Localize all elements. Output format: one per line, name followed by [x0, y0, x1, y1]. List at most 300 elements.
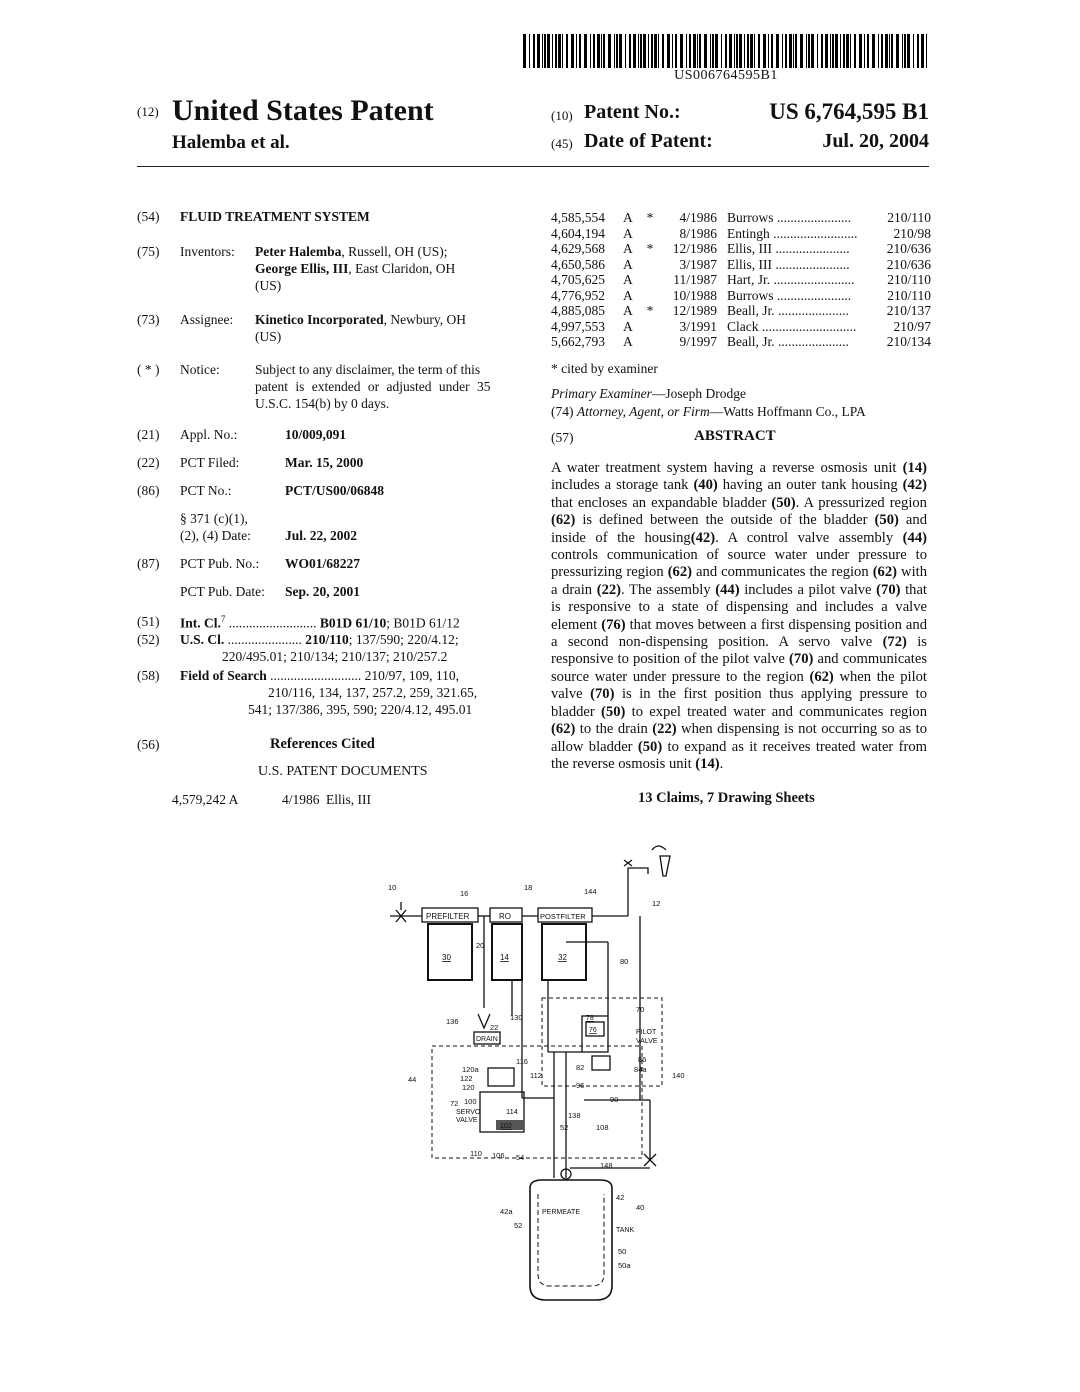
abstract-ref: (40)	[693, 477, 718, 494]
assignee-label: Assignee:	[180, 312, 234, 327]
label-80: 80	[620, 957, 629, 966]
label-136: 136	[446, 1017, 459, 1026]
notice-code: ( * )	[137, 362, 160, 377]
label-96: 96	[576, 1081, 585, 1090]
barcode-bar	[771, 34, 773, 68]
authors: Halemba et al.	[172, 132, 290, 153]
s371-line-1: § 371 (c)(1),	[180, 511, 248, 526]
ref-name: Beall, Jr. .....................	[727, 303, 849, 318]
barcode-bar	[917, 34, 919, 68]
abstract-ref: (50)	[601, 703, 626, 720]
appl-label: Appl. No.:	[180, 427, 238, 442]
barcode-bar	[821, 34, 823, 68]
barcode-bar	[854, 34, 856, 68]
barcode-bar	[859, 34, 862, 68]
us-patent-docs-heading: U.S. PATENT DOCUMENTS	[258, 764, 428, 779]
barcode-bar	[806, 34, 807, 68]
ref-star: *	[646, 303, 654, 318]
label-108: 108	[596, 1123, 609, 1132]
ref-class: 210/134	[886, 334, 931, 349]
ref-date: 4/1986	[679, 210, 717, 225]
barcode-bar	[697, 34, 698, 68]
s371-line-2: (2), (4) Date:	[180, 528, 251, 543]
abstract-segment: with a drain	[551, 564, 927, 598]
barcode-bar	[562, 34, 563, 68]
abstract-segment: that moves between a first dispensing position and a second non-dispensing position. A servo valve	[551, 616, 927, 651]
abstract-ref: (62)	[551, 512, 576, 529]
patent-no-label: Patent No.:	[584, 101, 681, 123]
barcode-bar	[710, 34, 711, 68]
abstract-ref: (72)	[882, 634, 907, 651]
ref-number: 4,585,554	[551, 210, 605, 225]
label-112: 112	[530, 1071, 542, 1080]
ref-date: 3/1987	[679, 256, 717, 272]
us-cl-line-2: 220/495.01; 210/134; 210/137; 210/257.2	[222, 649, 448, 664]
ref-name: Burrows ......................	[727, 210, 852, 225]
ref-number: 4,997,553	[551, 318, 605, 334]
label-106: 106	[492, 1151, 505, 1160]
claims-summary: 13 Claims, 7 Drawing Sheets	[638, 790, 815, 806]
barcode-bar	[729, 34, 732, 68]
ref-date: 12/1989	[672, 303, 717, 318]
barcode-bar	[739, 34, 742, 68]
us-cl: U.S. Cl. ...................... 210/110; 137/590; 220/4.12;	[180, 632, 459, 647]
field-56-code: (56)	[137, 737, 160, 752]
inventor-1: Peter Halemba, Russell, OH (US);	[255, 244, 448, 259]
barcode-bar	[608, 34, 611, 68]
abstract-ref: (44)	[715, 581, 740, 598]
ref-class: 210/110	[887, 287, 931, 303]
label-120: 120	[462, 1083, 475, 1092]
barcode-bar	[885, 34, 888, 68]
barcode-bar	[603, 34, 605, 68]
barcode-bar	[793, 34, 794, 68]
barcode-bar	[789, 34, 792, 68]
barcode-bar	[544, 34, 546, 68]
cup-arc	[652, 846, 666, 850]
ref-name: Burrows ......................	[727, 287, 852, 303]
code-45: (45)	[551, 136, 573, 151]
ref-class: 210/97	[893, 318, 931, 334]
barcode-bar	[658, 34, 659, 68]
label-116: 116	[516, 1057, 528, 1066]
barcode-bar	[891, 34, 893, 68]
field-73-code: (73)	[137, 312, 160, 327]
abstract-segment: when the pilot valve	[551, 668, 927, 703]
reference-row	[551, 319, 931, 335]
ref-star	[643, 319, 657, 335]
label-16: 16	[460, 889, 469, 898]
ref-star	[643, 288, 657, 304]
assignee: Kinetico Incorporated, Newbury, OH	[255, 312, 466, 327]
pub-date: Sep. 20, 2001	[285, 584, 361, 599]
abstract-segment: that is responsive to a state of dispensing and includes a valve element	[551, 581, 927, 633]
barcode-bar	[878, 34, 879, 68]
field-86-code: (86)	[137, 483, 160, 498]
date-label: Date of Patent:	[584, 130, 713, 152]
notice-line-2: patent is extended or adjusted under 35	[255, 379, 491, 394]
barcode-bar	[811, 34, 814, 68]
barcode-bar	[754, 34, 755, 68]
ref-class: 210/110	[887, 272, 931, 287]
ref-kind: A	[623, 256, 633, 272]
barcode-bar	[843, 34, 845, 68]
ref-kind: A	[623, 287, 633, 303]
label-144: 144	[584, 887, 597, 896]
ref-kind: A	[623, 334, 633, 349]
abstract-ref: (14)	[695, 755, 720, 772]
abstract-segment: that encloses an expandable bladder	[551, 494, 772, 511]
label-32: 32	[558, 953, 567, 962]
abstract-segment: and communicates source water under pressure to the region	[551, 651, 927, 685]
barcode-bar	[571, 34, 574, 68]
inventors-label: Inventors:	[180, 244, 235, 259]
abstract-ref: (62)	[809, 668, 834, 685]
barcode-bar	[808, 34, 810, 68]
ref-date: 11/1987	[673, 272, 717, 287]
abstract-ref: (42)	[902, 477, 927, 494]
field-of-search-line-2: 210/116, 134, 137, 257.2, 259, 321.65,	[268, 685, 478, 700]
abstract-ref: (70)	[789, 651, 814, 668]
barcode-bar	[926, 34, 927, 68]
abstract-ref: (62)	[667, 564, 693, 581]
ref-class: 210/636	[886, 241, 931, 256]
ref-number: 4,705,625	[551, 272, 605, 287]
abstract-segment: includes a pilot valve	[739, 581, 877, 598]
pilot-piston	[592, 1056, 610, 1070]
barcode-bar	[750, 34, 753, 68]
barcode-bar	[817, 34, 818, 68]
barcode-bar	[736, 34, 738, 68]
barcode-bar	[576, 34, 577, 68]
field-75-code: (75)	[137, 244, 160, 259]
barcode-bar	[638, 34, 639, 68]
header-divider	[137, 166, 929, 167]
ref-date: 8/1986	[679, 225, 717, 241]
barcode-bar	[675, 34, 677, 68]
barcode-bar	[593, 34, 595, 68]
reference-row	[551, 288, 931, 304]
label-90: 90	[610, 1095, 619, 1104]
prefilter-label: PREFILTER	[426, 912, 470, 921]
barcode-bar	[921, 34, 924, 68]
reference-row	[551, 210, 931, 226]
barcode-bar	[619, 34, 622, 68]
reference-row	[551, 226, 931, 242]
barcode-bar	[533, 34, 535, 68]
abstract-ref: (62)	[551, 721, 576, 738]
barcode-bar	[846, 34, 849, 68]
ref-name: Ellis, III ......................	[727, 241, 850, 256]
barcode-bar	[633, 34, 636, 68]
barcode-bar	[902, 34, 903, 68]
ref-star	[643, 257, 657, 273]
label-100: 100	[464, 1097, 477, 1106]
label-82: 82	[576, 1063, 585, 1072]
ref-date: 10/1988	[672, 287, 717, 303]
faucet-valve	[624, 860, 632, 866]
ref-number: 4,776,952	[551, 287, 605, 303]
abstract-segment: to expand as it receives treated water from the reverse osmosis unit	[551, 738, 927, 772]
label-120a: 120a	[462, 1065, 479, 1074]
barcode-bar	[763, 34, 766, 68]
barcode-bar	[625, 34, 626, 68]
reference-row	[551, 334, 931, 350]
field-87-code: (87)	[137, 556, 160, 571]
barcode-bar	[672, 34, 673, 68]
ref-number: 4,650,586	[551, 256, 605, 272]
label-86: 86	[638, 1055, 647, 1064]
barcode-bar	[889, 34, 890, 68]
ref-name: Hart, Jr. ........................	[727, 272, 855, 287]
ref-kind: A	[623, 303, 633, 318]
label-22: 22	[490, 1023, 499, 1032]
field-22-code: (22)	[137, 455, 160, 470]
barcode-bar	[825, 34, 828, 68]
ref-number: 4,604,194	[551, 225, 605, 241]
ref-kind: A	[623, 210, 633, 225]
bladder	[538, 1194, 604, 1286]
notice-label: Notice:	[180, 362, 220, 377]
label-114: 114	[506, 1107, 518, 1116]
ref-date: 3/1991	[679, 318, 717, 334]
label-76: 76	[589, 1027, 597, 1034]
permeate-label: PERMEATE	[542, 1209, 580, 1216]
ref-name: Entingh .........................	[727, 225, 858, 241]
abstract-ref: (70)	[876, 581, 901, 598]
barcode-bar	[758, 34, 760, 68]
barcode-bar	[689, 34, 691, 68]
abstract-segment: is responsive to position of the pilot valve	[551, 634, 927, 668]
references-heading: References Cited	[270, 736, 375, 752]
appl-number: 10/009,091	[285, 427, 347, 442]
barcode-bar	[768, 34, 769, 68]
abstract-ref: (70)	[590, 686, 615, 703]
attorney: (74) Attorney, Agent, or Firm—Watts Hoffmann Co., LPA	[551, 404, 866, 419]
ref-class: 210/137	[886, 303, 931, 318]
abstract-segment: and communicates the region	[692, 564, 873, 581]
barcode-bar	[590, 34, 591, 68]
system-diagram	[370, 838, 710, 1318]
barcode-bar	[913, 34, 914, 68]
abstract-segment: A water treatment system having a reverse osmosis unit	[551, 460, 903, 476]
label-70: 70	[636, 1005, 645, 1014]
barcode-bar	[840, 34, 841, 68]
barcode-bar	[744, 34, 745, 68]
reference-row	[551, 257, 931, 273]
label-50a: 50a	[618, 1261, 631, 1270]
ref-name: Ellis, III ......................	[727, 256, 850, 272]
abstract-ref: (22)	[652, 721, 677, 738]
ref-class: 210/636	[886, 256, 931, 272]
label-102: 102	[500, 1123, 512, 1130]
patent-date: Jul. 20, 2004	[822, 130, 929, 152]
field-51-code: (51)	[137, 614, 160, 629]
field-of-search: Field of Search ........................... 210/97, 109, 110,	[180, 668, 459, 683]
barcode-bar	[830, 34, 831, 68]
ref-date: 12/1986	[672, 241, 717, 256]
barcode-bar	[715, 34, 718, 68]
ref-class: 210/98	[893, 225, 931, 241]
barcode	[523, 34, 929, 68]
patent-number: US 6,764,595 B1	[769, 99, 929, 124]
drain-label: DRAIN	[476, 1036, 498, 1043]
references-table	[551, 210, 931, 350]
ref-kind: A	[623, 318, 633, 334]
ref-name: Beall, Jr. .....................	[727, 334, 849, 349]
abstract-segment: to the drain	[575, 721, 653, 738]
abstract-segment: controls communication of source water under pressure to pressurizing region	[551, 547, 927, 581]
barcode-bar	[579, 34, 581, 68]
label-12: 12	[652, 899, 661, 908]
ref-number: 4,885,085	[551, 303, 605, 318]
servo-valve-piston	[488, 1068, 514, 1086]
barcode-bar	[904, 34, 906, 68]
barcode-bar	[558, 34, 561, 68]
barcode-bar	[800, 34, 803, 68]
abstract-segment: includes a storage tank	[551, 477, 694, 494]
label-20: 20	[476, 941, 485, 950]
label-138: 138	[568, 1111, 581, 1120]
abstract-ref: (76)	[601, 616, 626, 633]
assignee-country: (US)	[255, 329, 282, 344]
barcode-bar	[795, 34, 797, 68]
barcode-bar	[616, 34, 618, 68]
abstract-segment: and inside of the housing	[551, 512, 927, 546]
notice-line-1: Subject to any disclaimer, the term of this	[255, 362, 481, 377]
postfilter-label: POSTFILTER	[540, 912, 586, 921]
inventor-2-country: (US)	[255, 278, 282, 293]
ref-date: 9/1997	[679, 334, 717, 349]
abstract-ref: (50)	[637, 738, 663, 755]
barcode-bar	[597, 34, 600, 68]
barcode-bar	[782, 34, 783, 68]
pub-no-label: PCT Pub. No.:	[180, 556, 260, 571]
field-52-code: (52)	[137, 632, 160, 647]
label-54: 54	[516, 1153, 525, 1162]
barcode-bar	[648, 34, 649, 68]
label-42: 42	[616, 1193, 625, 1202]
tank-housing	[530, 1180, 612, 1300]
cited-by-examiner: * cited by examiner	[551, 361, 658, 376]
doc-type-title: United States Patent	[172, 94, 434, 127]
label-84a: 84a	[634, 1065, 647, 1074]
barcode-bar	[601, 34, 602, 68]
barcode-bar	[896, 34, 899, 68]
barcode-bar	[704, 34, 707, 68]
barcode-bar	[584, 34, 587, 68]
barcode-bar	[721, 34, 722, 68]
ref-star: *	[646, 210, 654, 225]
label-44: 44	[408, 1075, 417, 1084]
ref-kind: A	[623, 241, 633, 256]
abstract-ref: (42)	[690, 529, 716, 546]
ro-label: RO	[499, 912, 511, 921]
barcode-bar	[552, 34, 553, 68]
pct-filed-label: PCT Filed:	[180, 455, 240, 470]
label-78: 78	[586, 1015, 594, 1022]
barcode-bar	[776, 34, 779, 68]
barcode-bar	[643, 34, 646, 68]
label-140: 140	[672, 1071, 685, 1080]
pilot-label: PILOT	[636, 1029, 657, 1036]
code-12: (12)	[137, 104, 159, 119]
abstract-ref: (50)	[874, 512, 899, 529]
reference-row	[551, 241, 931, 257]
abstract-heading: ABSTRACT	[694, 428, 776, 444]
int-cl: Int. Cl.$^7$ .......................... B01D 61/10; B01D 61/12	[180, 614, 460, 631]
ref-star	[643, 272, 657, 288]
barcode-bar	[693, 34, 696, 68]
barcode-bar	[850, 34, 851, 68]
ref-kind: A	[623, 225, 633, 241]
notice-line-3: U.S.C. 154(b) by 0 days.	[255, 396, 390, 411]
ref-kind: A	[623, 272, 633, 287]
barcode-bar	[680, 34, 683, 68]
abstract-ref: (44)	[902, 529, 927, 546]
barcode-bar	[529, 34, 530, 68]
label-14: 14	[500, 953, 509, 962]
drain-funnel	[478, 1014, 490, 1028]
abstract-segment: is defined between the outside of the bladder	[575, 512, 875, 529]
barcode-bar	[734, 34, 735, 68]
prefilter-housing	[428, 924, 472, 980]
barcode-bar	[523, 34, 526, 68]
label-130: 130	[510, 1013, 523, 1022]
barcode-bar	[555, 34, 557, 68]
pub-date-label: PCT Pub. Date:	[180, 584, 265, 599]
label-18: 18	[524, 883, 533, 892]
barcode-bar	[614, 34, 615, 68]
ref-star	[643, 226, 657, 242]
label-52-tank: 52	[514, 1221, 523, 1230]
abstract-ref: (50)	[771, 494, 796, 511]
label-122: 122	[460, 1074, 473, 1083]
ref-star: *	[646, 241, 654, 256]
abstract-segment: having an outer tank housing	[717, 477, 903, 494]
field-54-code: (54)	[137, 209, 160, 224]
s371-date: Jul. 22, 2002	[285, 528, 358, 543]
postfilter-housing	[542, 924, 586, 980]
field-57-code: (57)	[551, 430, 574, 445]
inventor-2: George Ellis, III, East Claridon, OH	[255, 261, 456, 276]
cup	[660, 856, 670, 876]
barcode-bar	[785, 34, 787, 68]
reference-first-date: 4/1986	[282, 792, 320, 807]
primary-examiner: Primary Examiner—Joseph Drodge	[551, 386, 746, 401]
label-148: 148	[600, 1161, 613, 1170]
barcode-bar	[907, 34, 910, 68]
pct-filed-date: Mar. 15, 2000	[285, 455, 364, 470]
servo-label: SERVO	[456, 1109, 481, 1116]
abstract-segment: . A control valve assembly	[715, 529, 903, 546]
label-40: 40	[636, 1203, 645, 1212]
abstract-ref: (22)	[596, 581, 622, 598]
barcode-bar	[699, 34, 701, 68]
abstract-segment: .	[719, 755, 724, 772]
abstract-segment: when dispensing is not occurring so as to allow bladder	[551, 721, 927, 755]
pub-number: WO01/68227	[285, 556, 361, 571]
label-42a: 42a	[500, 1207, 513, 1216]
ref-star	[643, 334, 657, 350]
ref-class: 210/110	[887, 210, 931, 225]
tank-label: TANK	[616, 1227, 635, 1234]
barcode-bar	[654, 34, 657, 68]
abstract-ref: (62)	[872, 564, 898, 581]
barcode-bar	[725, 34, 727, 68]
ref-name: Clack ............................	[727, 318, 857, 334]
servo-valve-label: VALVE	[456, 1117, 478, 1124]
